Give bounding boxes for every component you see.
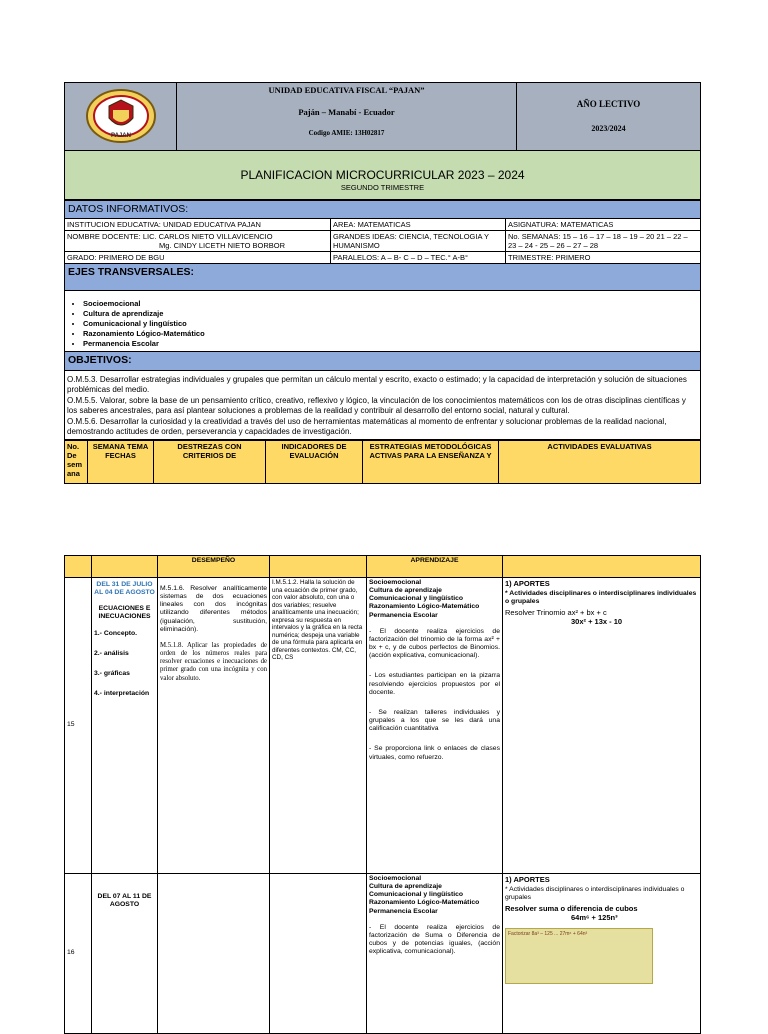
activity-line: * Actividades disciplinares o interdisciplinares individuales o grupales	[505, 886, 685, 902]
objetivos-cell	[65, 370, 701, 439]
weekly-plan-table-wrap	[64, 555, 700, 1034]
destreza-item: M.5.1.6. Resolver analíticamente sistemas de dos ecuaciones lineales con dos incógnitas utilizando diferentes métodos (igualación, sustitución, eliminación).	[160, 585, 267, 633]
activity-line: * Actividades disciplinares o interdisciplinares individuales o grupales	[505, 590, 697, 606]
week-dates: DEL 31 DE JULIO AL 04 DE AGOSTO	[94, 581, 155, 597]
indicador-cell: I.M.5.1.2. Halla la solución de una ecuación de primer grado, con valor absoluto, con una o dos variables; resuelve analíticamente una inecuación; expresa su respuesta en intervalos y la gráfica en la recta numérica; despeja una variable de una fórmula para aplicarla en diferentes contextos. CM, CC, CD, CS	[270, 578, 367, 874]
head-aprendizaje: APRENDIZAJE	[367, 556, 503, 578]
actividades-cell	[503, 874, 701, 1034]
table-row	[65, 578, 701, 874]
eje-line: Socioemocional	[369, 875, 422, 882]
actividades-cell	[503, 578, 701, 874]
destrezas-cell	[158, 578, 270, 874]
weekly-plan-table	[64, 555, 701, 1034]
eje-line: Comunicacional y lingüístico	[369, 891, 464, 899]
formula-image-text: Factorizar 8a³ – 125 ... 27m⁶ + 64n³	[508, 931, 588, 938]
objetivos-heading: OBJETIVOS:	[65, 351, 701, 370]
school-name: UNIDAD EDUCATIVA FISCAL “PAJAN”	[268, 85, 425, 95]
eje-item: • Socioemocional	[83, 299, 698, 308]
trimestre: TRIMESTRE: PRIMERO	[506, 251, 701, 263]
school-logo-icon	[85, 88, 157, 144]
estrategias-cell	[367, 874, 503, 1034]
table-row	[65, 874, 701, 1034]
planning-document	[64, 82, 700, 484]
grado: GRADO: PRIMERO DE BGU	[65, 251, 331, 263]
eje-line: Cultura de aprendizaje	[369, 883, 442, 891]
col-estrategias: ESTRATEGIAS METODOLÓGICAS ACTIVAS PARA LA ENSEÑANZA Y	[363, 440, 499, 483]
aportes-title: 1) APORTES	[505, 875, 550, 884]
week-info-cell	[92, 874, 158, 1034]
docente-2: Mg. CINDY LICETH NIETO BORBOR	[159, 240, 285, 250]
area: AREA: MATEMATICAS	[331, 218, 506, 230]
datos-table	[64, 200, 701, 440]
eje-item: • Permanencia Escolar	[83, 339, 698, 348]
aportes-title: 1) APORTES	[505, 579, 550, 588]
activity-formula: 64m⁶ + 125n³	[571, 913, 618, 923]
subtopic-item: 1.- Concepto.	[94, 629, 138, 637]
col-destrezas: DESTREZAS CON CRITERIOS DE	[154, 440, 266, 483]
plan-title: PLANIFICACION MICROCURRICULAR 2023 – 2024	[240, 168, 525, 183]
plan-subtitle: SEGUNDO TRIMESTRE	[340, 182, 425, 192]
week-number: 16	[65, 874, 92, 1034]
datos-heading: DATOS INFORMATIVOS:	[65, 201, 701, 219]
docente-cell	[65, 230, 331, 251]
estrategia-item: - El docente realiza ejercicios de factorización del trinomio de la forma ax² + bx + c, y de cubos perfectos de Binomios. (acción explicativa, comunicacional).	[369, 627, 500, 660]
activity-line: Resolver suma o diferencia de cubos	[505, 904, 638, 914]
grandes-ideas: GRANDES IDEAS: CIENCIA, TECNOLOGIA Y HUMANISMO	[331, 230, 506, 251]
ejes-list-cell	[65, 290, 701, 351]
ejes-heading: EJES TRANSVERSALES:	[65, 263, 701, 290]
year-cell	[517, 83, 701, 151]
estrategias-cell	[367, 578, 503, 874]
week-info-cell	[92, 578, 158, 874]
eje-line: Permanencia Escolar	[369, 611, 438, 619]
eje-item: • Comunicacional y lingüístico	[83, 319, 698, 328]
week-topic: ECUACIONES E INECUACIONES	[98, 605, 151, 621]
header-table	[64, 82, 701, 200]
amie-code: Codigo AMIE: 13H02817	[308, 129, 385, 138]
asignatura: ASIGNATURA: MATEMATICAS	[506, 218, 701, 230]
paralelos: PARALELOS: A – B- C – D – TEC.° A-B°	[331, 251, 506, 263]
plan-title-cell	[65, 151, 701, 200]
eje-line: Socioemocional	[369, 579, 422, 586]
estrategia-item: - El docente realiza ejercicios de factorización de Suma o Diferencia de cubos y de potencias iguales, (acción explicativa, comunicacional).	[369, 923, 500, 956]
destreza-item: M.5.1.8. Aplicar las propiedades de orden de los números reales para resolver ecuaciones e inecuaciones de primer grado con una incógnita y con valor absoluto.	[160, 641, 267, 682]
activity-line: Resolver Trinomio ax² + bx + c	[505, 608, 607, 618]
estrategia-item: - Los estudiantes participan en la pizarra resolviendo ejercicios propuestos por el docente.	[369, 672, 500, 696]
subtopic-item: 2.- análisis	[94, 649, 129, 657]
formula-image	[505, 928, 653, 984]
year-value: 2023/2024	[591, 124, 626, 134]
objetivo-item: O.M.5.5. Valorar, sobre la base de un pensamiento crítico, creativo, reflexivo y lógico, la vinculación de los conocimientos matemáticos con los de otras disciplinas científicas y los saberes ancestrales, para así plantear soluciones a problemas de la realidad y contribuir al desarrollo del entorno social, natural y cultural.	[67, 395, 686, 415]
logo-cell	[65, 83, 177, 151]
school-location: Paján – Manabí - Ecuador	[298, 107, 395, 118]
col-no: No. De sem ana	[65, 440, 88, 483]
eje-item: • Cultura de aprendizaje	[83, 309, 698, 318]
objetivo-item: O.M.5.3. Desarrollar estrategias individuales y grupales que permitan un cálculo mental y escrito, exacto o estimado; y la capacidad de interpretación y solución de situaciones problémicas del medio.	[67, 374, 687, 394]
eje-line: Razonamiento Lógico-Matemático	[369, 603, 480, 611]
semanas: No. SEMANAS: 15 – 16 – 17 – 18 – 19 – 20 21 – 22 – 23 – 24 - 25 – 26 – 27 – 28	[506, 230, 701, 251]
eje-line: Cultura de aprendizaje	[369, 587, 442, 595]
school-info-cell	[177, 83, 517, 151]
eje-item: • Razonamiento Lógico-Matemático	[83, 329, 698, 338]
estrategia-item: - Se realizan talleres individuales y grupales a los que se les dará una calificación cuantitativa	[369, 708, 500, 733]
activity-formula: 30x² + 13x - 10	[571, 617, 623, 627]
estrategia-item: - Se proporciona link o enlaces de clases virtuales, como refuerzo.	[369, 745, 500, 761]
week-number: 15	[65, 578, 92, 874]
columns-header-table	[64, 440, 701, 484]
subtopic-item: 3.- gráficas	[94, 669, 130, 677]
docente-1: NOMBRE DOCENTE: LIC. CARLOS NIETO VILLAVICENCIO	[67, 231, 273, 241]
col-indicadores: INDICADORES DE EVALUACIÓN	[266, 440, 363, 483]
subtopic-item: 4.- interpretación	[94, 690, 150, 698]
head-desempeno: DESEMPEÑO	[158, 556, 270, 578]
objetivo-item: O.M.5.6. Desarrollar la curiosidad y la creatividad a través del uso de herramientas matemáticas al momento de enfrentar y solucionar problemas de la realidad nacional, demostrando actitudes de orden, perseverancia y capacidades de investigación.	[67, 416, 667, 436]
eje-line: Comunicacional y lingüístico	[369, 595, 464, 603]
eje-line: Permanencia Escolar	[369, 907, 438, 915]
institucion: INSTITUCION EDUCATIVA: UNIDAD EDUCATIVA PAJAN	[65, 218, 331, 230]
col-semana: SEMANA TEMA FECHAS	[88, 440, 154, 483]
year-label: AÑO LECTIVO	[576, 99, 641, 110]
week-dates: DEL 07 AL 11 DE AGOSTO	[97, 893, 152, 909]
eje-line: Razonamiento Lógico-Matemático	[369, 899, 480, 907]
svg-text:PAJAN: PAJAN	[110, 132, 131, 139]
col-actividades: ACTIVIDADES EVALUATIVAS	[499, 440, 701, 483]
ejes-list	[83, 299, 698, 348]
